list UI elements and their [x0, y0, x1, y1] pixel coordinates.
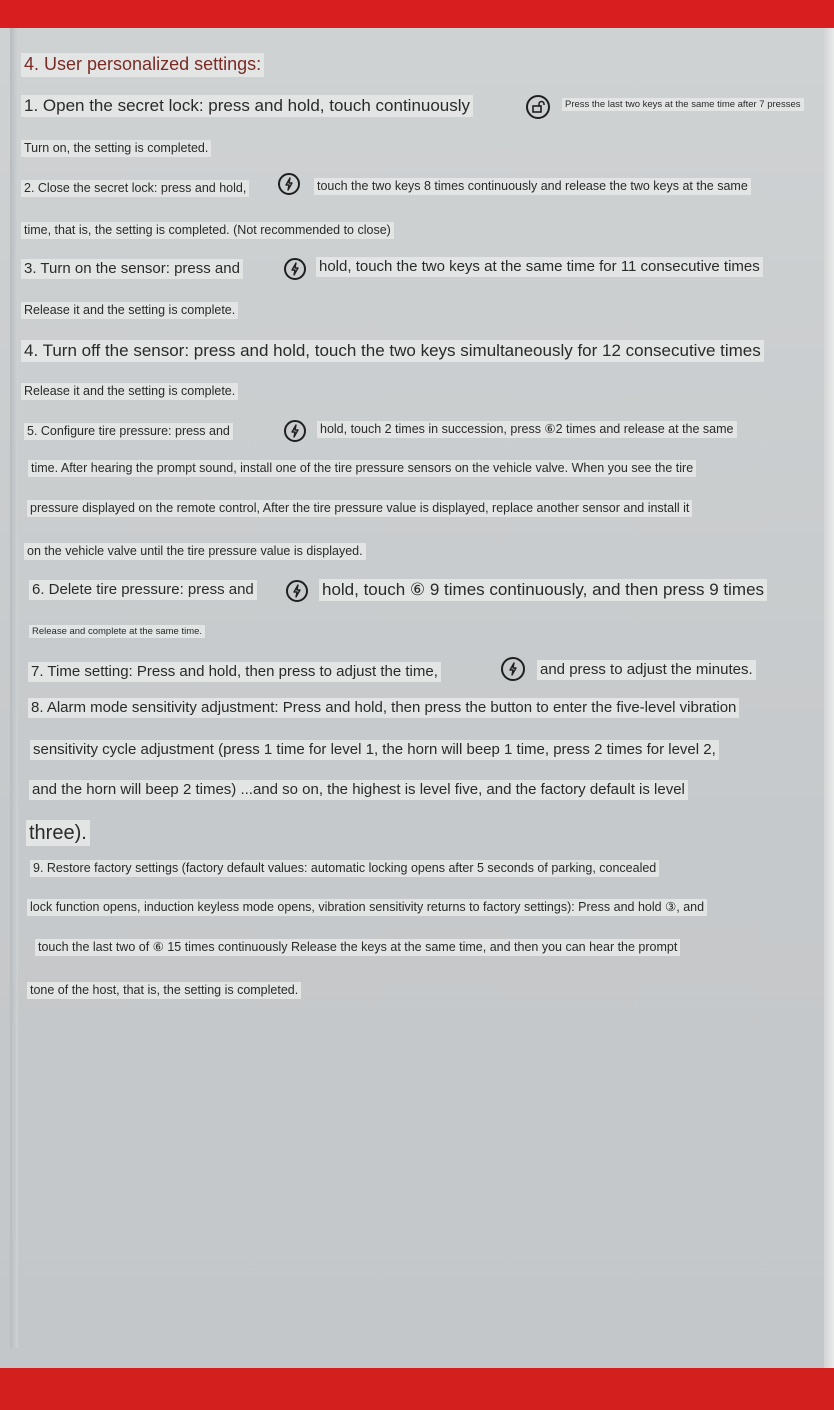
step-6-line-1a: 6. Delete tire pressure: press and: [29, 580, 257, 600]
step-2-line-1a: 2. Close the secret lock: press and hold,: [21, 180, 249, 197]
step-8-line-3: and the horn will beep 2 times) ...and so on, the highest is level five, and the factory default is level: [29, 780, 688, 800]
lightning-button-icon: [284, 258, 306, 280]
step-9-line-4: tone of the host, that is, the setting is completed.: [27, 982, 301, 999]
unlock-icon: [526, 95, 550, 119]
step-1-line-2: Turn on, the setting is completed.: [21, 140, 211, 157]
page-edge: [824, 28, 834, 1368]
step-2-line-1b: touch the two keys 8 times continuously and release the two keys at the same: [314, 178, 751, 195]
step-4-line-2: Release it and the setting is complete.: [21, 383, 238, 400]
step-8-line-4: three).: [26, 820, 90, 846]
step-5-line-4: on the vehicle valve until the tire pressure value is displayed.: [24, 543, 366, 560]
lightning-button-icon: [286, 580, 308, 602]
section-heading: 4. User personalized settings:: [21, 53, 264, 77]
step-8-line-1: 8. Alarm mode sensitivity adjustment: Press and hold, then press the button to enter the five-level vibration: [28, 698, 739, 718]
step-7-line-1b: and press to adjust the minutes.: [537, 660, 756, 680]
step-4-line-1: 4. Turn off the sensor: press and hold, touch the two keys simultaneously for 12 consecutive times: [21, 340, 764, 362]
step-3-line-2: Release it and the setting is complete.: [21, 302, 238, 319]
step-5-line-3: pressure displayed on the remote control, After the tire pressure value is displayed, replace another sensor and install it: [27, 500, 692, 517]
step-6-line-2: Release and complete at the same time.: [29, 625, 205, 638]
step-8-line-2: sensitivity cycle adjustment (press 1 time for level 1, the horn will beep 1 time, press 2 times for level 2,: [30, 740, 719, 760]
lightning-button-icon: [278, 173, 300, 195]
step-9-line-2: lock function opens, induction keyless mode opens, vibration sensitivity returns to factory settings): Press and hold ③, and: [27, 899, 707, 916]
step-6-line-1b: hold, touch ⑥ 9 times continuously, and then press 9 times: [319, 579, 767, 601]
step-9-line-3: touch the last two of ⑥ 15 times continuously Release the keys at the same time, and then you can hear the prompt: [35, 939, 680, 956]
step-1-note: Press the last two keys at the same time after 7 presses: [562, 98, 804, 111]
lightning-button-icon: [284, 420, 306, 442]
step-5-line-2: time. After hearing the prompt sound, install one of the tire pressure sensors on the vehicle valve. When you see the tire: [28, 460, 696, 477]
step-5-line-1b: hold, touch 2 times in succession, press ⑥2 times and release at the same: [317, 421, 737, 438]
page-fold-shadow: [10, 28, 18, 1348]
lightning-button-icon: [501, 657, 525, 681]
step-7-line-1a: 7. Time setting: Press and hold, then press to adjust the time,: [28, 662, 441, 682]
step-5-line-1a: 5. Configure tire pressure: press and: [24, 423, 233, 440]
step-1-line-1: 1. Open the secret lock: press and hold, touch continuously: [21, 95, 473, 117]
step-2-line-2: time, that is, the setting is completed. (Not recommended to close): [21, 222, 394, 239]
step-3-line-1a: 3. Turn on the sensor: press and: [21, 259, 243, 279]
step-3-line-1b: hold, touch the two keys at the same time for 11 consecutive times: [316, 257, 763, 277]
red-bottom-band: [0, 1368, 834, 1410]
step-9-line-1: 9. Restore factory settings (factory default values: automatic locking opens after 5 seconds of parking, concealed: [30, 860, 659, 877]
